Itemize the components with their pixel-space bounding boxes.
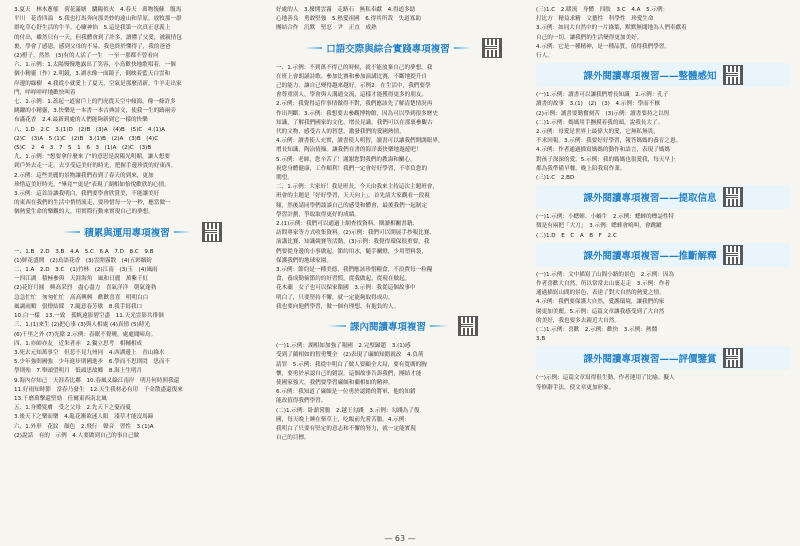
answer-line: 風調雨順 張燈結綵 7.隨意春芳歇 8.我手寫我口 bbox=[14, 303, 143, 310]
answer-line: 珍惜這美好時光。"畢竟""更是"表現了湖相如怡悅歡欣的心情。 bbox=[14, 181, 170, 188]
answer-line: 門，咩咩咩咩地歡快叫着 bbox=[14, 89, 76, 96]
answer-line: 六、1.外形 花紋 顏色 2.飛行 聲音 習性 3.(1)A bbox=[14, 423, 154, 430]
answer-line: 到戶外去走一走，去享受這美好的時光，把握手邊珍貴的好東西。 bbox=[14, 163, 177, 170]
answer-text-block bbox=[536, 271, 790, 345]
section-title: 課外閱讀專項複習——評價鑒賞 bbox=[583, 354, 717, 366]
answer-line: 的美好，我也要多去親近大自然。 bbox=[536, 317, 620, 324]
answer-line: 2.示例：我覺得這件事情做得不對，我們應該先了解清楚情況再 bbox=[276, 101, 433, 108]
answer-line: (2)花好月圓 興高采烈 盡心盡力 喜氣洋洋 朝氣蓬勃 bbox=[14, 285, 157, 292]
answer-line: (二)1.示例：喜歡 2.示例：歡快 3.示例：熱鬧 bbox=[536, 327, 658, 334]
answer-line: 會尊重別人，學會與人溝通交流，這樣才能獲得更多的朋友。 bbox=[276, 92, 428, 99]
answer-line: 一四江湖 積極參與 天涯海角 風和日麗 萬紫千紅 bbox=[14, 276, 149, 283]
answer-line: (一)1.示例：小蟋蟀、小蝸牛 2.示例：蟋蟀的標誌性特 bbox=[536, 214, 675, 221]
answer-line: (2)說話 有的 示例 4.人要做到自己的事自己做 bbox=[14, 432, 140, 439]
answer-line: 都為我準備早餐，晚上陪我寫作業。 bbox=[536, 165, 626, 172]
answer-line: 的東西在我們的生活中悄悄流走，要珍惜每一分一秒，應當做一 bbox=[14, 200, 171, 207]
section-title: 課外閱讀專項複習——整體感知 bbox=[583, 71, 717, 83]
answer-line: 心地善良 勇敢堅強 5.熱愛祖國 6.得其所哉 失道寡助 bbox=[276, 16, 421, 23]
answer-line: 讀書的故事 3.(1) (2) (3) 4.示例：學而不厭 bbox=[536, 101, 660, 108]
answer-line: 跳躍的小精靈，3.快樂是一本書一本古典詩文，使我一生的路兩旁 bbox=[14, 108, 176, 115]
answer-line: 通過描寫山間的景色，表達了對大自然的熱愛之情。 bbox=[536, 290, 665, 297]
column-right bbox=[536, 6, 790, 530]
answer-line: 作出判斷。3.示例：我想要去參觀博物館，因為可以學到很多歷史 bbox=[276, 110, 438, 117]
answer-line: 們要從身邊的小事做起，節約用水，隨手關燈，少用塑料袋， bbox=[276, 248, 428, 255]
answer-line: 五、1.身體髮膚 受之父母 2.先天下之憂而憂 bbox=[14, 405, 131, 412]
answer-line: 13.千磨萬擊還堅勁 任爾東西南北風 bbox=[14, 395, 107, 402]
answer-line: 保護我們的地球家園。 bbox=[276, 257, 332, 264]
section-title: 積累與運用專項複習 bbox=[84, 227, 170, 239]
answer-line: 作者喜歡大自然，所以常常去山裏走走 3.示例：作者 bbox=[536, 281, 670, 288]
answer-line: (三)1.C 2.BD bbox=[536, 175, 575, 182]
answer-text-block bbox=[14, 6, 266, 52]
answer-line: 懷，要勇於承認自己的錯誤。這個故事告訴我們，團結才能 bbox=[276, 370, 422, 377]
answer-line: 不求回報。3.示例：我要好好學習，報答媽媽的養育之恩。 bbox=[536, 138, 682, 145]
answer-line: 祝您身體健康，工作順利！我們一定會好好學習，不辜負您的 bbox=[276, 165, 428, 172]
answer-line: 能改值得我們學習。 bbox=[276, 398, 327, 405]
answer-text-block bbox=[276, 64, 526, 312]
answer-line: 一、1.B 2.D 3.B 4.A 5.C 6.A 7.D 8.C 9.B bbox=[14, 248, 154, 255]
answer-line: (2)橙子，然然 (3)有的人活了一生 一至一那都不曾看向 bbox=[14, 53, 159, 60]
answer-line: 個小精靈（作）2.明鏡，3.湖水像一面鏡子，倒映着藍天白雲和 bbox=[14, 71, 171, 78]
answer-line: 3.死去元知萬事空 但悲不見九州同 4.西湖邊上 青山綠水 bbox=[14, 349, 165, 356]
answer-line: 6.示例：我知道了廉頗是一位勇於認錯的將軍，他的知錯 bbox=[276, 389, 416, 396]
answer-line: 的付出，雖然只有一天，但我體會到了許多，讀懂了父愛，被親情包 bbox=[14, 34, 182, 41]
answer-line: 四、1.亦師亦友 近朱者赤 2.獨立思考 相輔相成 bbox=[14, 340, 143, 347]
page-number: — 63 — bbox=[384, 534, 416, 543]
qr-code-icon bbox=[723, 187, 743, 207]
answer-line: 個熱愛生命的樂觀的人，用實際行動來實現自己的夢想。 bbox=[14, 209, 154, 216]
answer-text-block bbox=[14, 248, 266, 441]
answer-line: 對孩子深深的愛。5.示例：我的媽媽也很愛我，每天早上 bbox=[536, 156, 676, 163]
answer-line: 使國家強大，我們要學習廉頗和藺相如的精神。 bbox=[276, 379, 394, 386]
answer-text-block bbox=[536, 213, 790, 241]
answer-line: (一)1.示例：讀書可以讓我們增長知識 2.示例：孔子 bbox=[536, 92, 669, 99]
answer-line: 花木蘭 女子也可以保家衞國 3.示例：我從這個故事中 bbox=[276, 285, 416, 292]
answer-line: 受到了藺相如的智勇雙全 (2)表現了廉頗知錯就改 4.負荊 bbox=[276, 352, 424, 359]
answer-line: 2.(1)示例：我們可以通過上網查找資料、閱讀相關書籍、 bbox=[276, 221, 418, 228]
answer-line: 班會的主題是「好好學習，天天向上」。首先請大家觀看一段視 bbox=[276, 193, 430, 200]
answer-line: 學則殆 7.舉頭望明月 低頭思故鄉 8.海上生明月 bbox=[14, 368, 143, 375]
section-title: 課外閱讀專項複習——提取信息 bbox=[583, 193, 717, 205]
answer-line: 徵是有兩把「大刀」 3.示例：蟋蟀會鳴叫，會跳躍 bbox=[536, 223, 662, 230]
section-title: 課外閱讀專項複習——推斷解釋 bbox=[583, 250, 717, 262]
answer-line: (三)1.C 2.暖流 身體 四肢 3.C 4.A 5.示例： bbox=[536, 7, 669, 13]
answer-line: 自己的目標。 bbox=[276, 435, 310, 442]
answer-line: 3.示例：節約是一種美德，我們應該珍惜糧食，不浪費每一粒糧 bbox=[276, 267, 433, 274]
answer-line: (2)C (3)A 5.(1)C (2)B 3.(1)B (2)A (3)B (4)C bbox=[14, 135, 159, 142]
qr-code-icon bbox=[482, 38, 502, 58]
answer-text-block bbox=[276, 6, 526, 34]
column-left bbox=[14, 6, 266, 530]
column-middle bbox=[276, 6, 526, 530]
answer-line: 打比方 精益求精 文藝性 科學性 珍愛生命 bbox=[536, 16, 654, 23]
answer-line: 3.後天下之樂而樂 4.亂花漸欲迷人眼 淺草才能沒馬蹄 bbox=[14, 414, 154, 421]
divider bbox=[174, 231, 192, 233]
section-header bbox=[536, 63, 790, 87]
answer-line: (一)示例：這篇文章寫得很生動，作者運用了比喻、擬人 bbox=[536, 375, 675, 382]
section-header bbox=[14, 220, 266, 244]
answer-line: (6)千里之外 (7)光陰 2.示例：春眠不覺曉，處處聞啼鳥。 bbox=[14, 331, 157, 338]
answer-line: 岸邊的綠樹 4.我從小就愛上了夏天，空氣是那麼清新，牛羊走出家 bbox=[14, 80, 182, 87]
answer-line: 二、1.示例：大家好！我是班長，今天由我來主持這次主題班會， bbox=[276, 184, 438, 191]
section-header bbox=[536, 346, 790, 370]
answer-line: 3.B bbox=[536, 336, 546, 343]
answer-text-block bbox=[536, 91, 790, 183]
qr-code-icon bbox=[202, 222, 222, 242]
qr-code-icon bbox=[723, 65, 743, 85]
section-header bbox=[276, 36, 526, 60]
answer-text-block bbox=[276, 342, 526, 443]
answer-line: 行人。 bbox=[536, 53, 553, 60]
answer-line: (二)1.D E C A B F 2.C bbox=[536, 232, 617, 239]
answer-line: 明白了，只要堅持不懈，就一定能夠取得成功。 bbox=[276, 294, 394, 301]
answer-line: 5.示例：老師，您辛苦了！謝謝您對我們的教誨和關心， bbox=[276, 156, 416, 163]
divider bbox=[304, 47, 322, 49]
answer-line: 知識，了解我們國家的文化，增長見識。我們可以在那裏參觀古 bbox=[276, 119, 433, 126]
answer-line: 10.白一樣 13.一致 孤帆遠影碧空盡 11.天光雲影共徘徊 bbox=[14, 313, 164, 320]
divider bbox=[328, 325, 346, 327]
answer-line: 好處的人 3.撥開雲霧 走路石 無私奉獻 4.得道多助 bbox=[276, 7, 416, 13]
answer-line: 食，養成勤儉節約的好習慣，從我做起，從現在做起。 bbox=[276, 276, 411, 283]
answer-line: 七、1.示例：1.蓋起一道窗戶上的門虎從天空中傾瀉，像一條許多 bbox=[14, 99, 176, 106]
answer-line: 等修辭手法，使文章更加形象。 bbox=[536, 384, 615, 391]
answer-line: (1)鮮花盛開 (2)鳥語花香 (3)雲開霧散 (4)五彩繽紛 bbox=[14, 257, 152, 264]
answer-line: 2.示例：母愛是世界上最偉大的愛，它無私無畏， bbox=[536, 129, 659, 136]
divider bbox=[454, 47, 472, 49]
answer-line: 團結合作 沉默 堅忍 尹 正直 成熟 bbox=[276, 25, 377, 32]
answer-line: 4.示例：作者通過描寫媽媽的動作和語言，表現了媽媽 bbox=[536, 147, 670, 154]
answer-line: 裹，學會了感恩，感到父母的不易。我也終於懂得了，我的爸爸 bbox=[14, 43, 171, 50]
answer-line: 訪問專家等方式收集資料。(2)示例：我們可以開展手抄報比賽、 bbox=[276, 230, 435, 237]
section-header bbox=[276, 314, 526, 338]
answer-line: 六、1.示例：1.太陽慢慢地露出了笑容，小鳥歡快地歌唱着，一個 bbox=[14, 62, 176, 69]
answer-line: 平川 花香四溢 5.我也打馬奔向那美妙的遠山和草原，放牧那一群 bbox=[14, 16, 182, 23]
answer-line: 我明白了只要有堅定的意志和不懈的努力，就一定能實現 bbox=[276, 425, 416, 432]
answer-line: 三、1.(1)來生 (2)把心事 (3)與人相處 (4)真情 (5)時光 bbox=[14, 322, 150, 329]
answer-line: (2)示例：讀書要勤奮刻苦 (3)示例：讀書要持之以恆 bbox=[536, 110, 670, 117]
answer-line: 八、1.D 2.C 3.(1)D (2)B (3)A (4)B (5)C 4.(1)A bbox=[14, 126, 165, 133]
answer-line: 5.少年強則國強 少年進步則國進步 6.學而不思則罔 思而不 bbox=[14, 359, 171, 366]
answer-line: 代的文物，感受古人的智慧，激發我們的愛國熱情。 bbox=[276, 129, 405, 136]
answer-line: 群吃草心舒生活的牛羊。心曠神怡 5.這是我第一次真正意義上 bbox=[14, 25, 171, 32]
section-title: 口語交際與綜合實踐專項複習 bbox=[326, 43, 450, 55]
answer-line: 11.好雨知時節 當春乃發生 12.天生我材必有用 千金散盡還復來 bbox=[14, 386, 183, 393]
answer-line: 3.夏天 林木蔥郁 荷花滿塘 驕陽似火 4.春天 萬物復蘇 腹馬 bbox=[14, 7, 182, 13]
answer-line: 4.示例：我們要保護大自然，愛護環境，讓我們的家 bbox=[536, 299, 665, 306]
answer-line: 增長知識，陶冶情操。讓我們在書的海洋裏快樂地遨遊吧！ bbox=[276, 147, 422, 154]
answer-line: 請罪 5.示例：我從中明白了做人要顧全大局，要有寬廣的胸 bbox=[276, 361, 427, 368]
answer-line: (二)1.示例：卧薪嘗膽 2.越王勾踐 3.示例：勾踐為了復 bbox=[276, 407, 420, 414]
answer-line: 自己的一切，讓我們的生活變得更加美好。 bbox=[536, 34, 643, 41]
answer-line: 一、1.示例：不到萬不得已的時候，就不能放棄自己的夢想，我 bbox=[276, 64, 433, 71]
answer-line: 頻，然後請同學們談談自己的感受和體會，最後我們一起制定 bbox=[276, 202, 428, 209]
answer-line: 9.海內存知己 天涯若比鄰 10.春風又綠江南岸 明月何時照我還 bbox=[14, 377, 180, 384]
qr-code-icon bbox=[458, 316, 478, 336]
answer-line: 學習計劃，爭取取得更好的成績。 bbox=[276, 211, 360, 218]
answer-line: 期望。 bbox=[276, 175, 293, 182]
answer-line: 布滿花香 2.4.最新到處的人們能夠新到它一樣的快樂 bbox=[14, 117, 148, 124]
divider bbox=[62, 231, 80, 233]
answer-line: (一)1.示例：湖相如加強了報國 2.完璧歸趙 3.(1)感 bbox=[276, 343, 411, 350]
section-header bbox=[536, 243, 790, 267]
section-header bbox=[536, 185, 790, 209]
qr-code-icon bbox=[723, 245, 743, 265]
answer-text-block bbox=[14, 52, 266, 218]
answer-line: (一)1.示例：文中描寫了山間小路的景色 2.示例：因為 bbox=[536, 271, 675, 278]
answer-line: 2.示例：這些美麗的景物讓我們看到了春天的到來，更加 bbox=[14, 172, 154, 179]
answer-line: 急急忙忙 匆匆忙忙 高高興興 歡歡喜喜 明明白白 bbox=[14, 294, 149, 301]
answer-line: 己的能力，讓自己變得越來越好。示例2：在生活中，我們要學 bbox=[276, 83, 431, 90]
answer-line: 國，每天晚上睡在柴草上，吃飯前先嘗苦膽。4.示例： bbox=[276, 416, 410, 423]
answer-line: (二)1.示例：媽媽用手撫摸着我的頭，說我長大了。 bbox=[536, 119, 664, 126]
answer-text-block bbox=[536, 374, 790, 392]
answer-line: 4.示例：讀書使人充實，讀書使人明智，讀書可以讓我們開闊眼界， bbox=[276, 138, 444, 145]
answer-line: 演講比賽、知識競賽等活動。(3)示例：我覺得環保很重要，我 bbox=[276, 239, 430, 246]
answer-line: 3.示例：如同大自然中的一片綠葉，默默無聞地為人們奉獻着 bbox=[536, 25, 687, 32]
answer-line: 九、1.示例："想要拿什麼來了"的意思是說陽光明媚，讓人想要 bbox=[14, 154, 170, 161]
answer-line: 我也要向他們學習，做一個有理想、有抱負的人。 bbox=[276, 303, 400, 310]
answer-line: 在班上會朗誦詩歌、參加比賽和參加演講比賽，不斷地提升自 bbox=[276, 73, 428, 80]
divider bbox=[430, 325, 448, 327]
answer-line: 二、1.A 2.D 3.C (1)竹林 (2)江南 (3)玉 (4)風雨 bbox=[14, 267, 158, 274]
qr-code-icon bbox=[723, 348, 743, 368]
answer-line: 園更加美麗。5.示例：這篇文章讓我感受到了大自然 bbox=[536, 308, 665, 315]
answer-line: 3.示例：這首詩讓我明白，我們要學會欣賞美，不能讓美好 bbox=[14, 191, 160, 198]
section-title: 課內閱讀專項複習 bbox=[349, 322, 426, 334]
answer-line: (5)C 2 4 3 7 5 1 6 3 (1)A (2)C (3)B bbox=[14, 145, 152, 152]
answer-line: 4.示例：它是一種精神，是一種品質，值得我們學習。 bbox=[536, 43, 670, 50]
answer-text-block bbox=[536, 6, 790, 61]
